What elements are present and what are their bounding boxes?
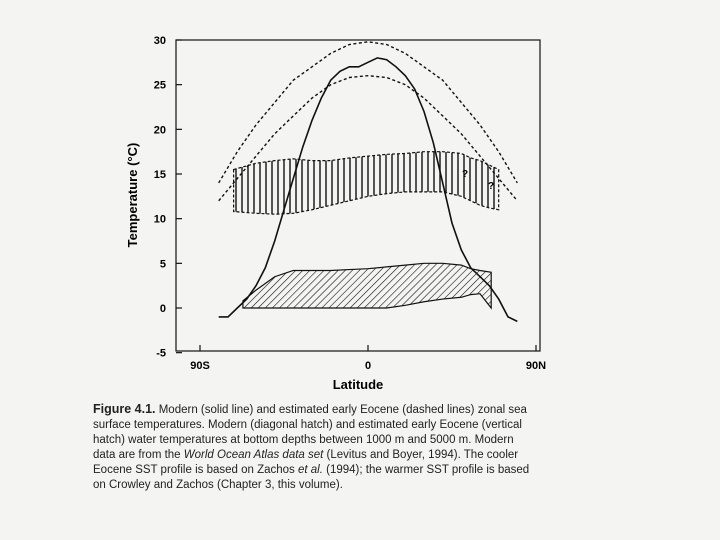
x-tick-label: 90S [190, 360, 210, 372]
y-tick-label: 15 [153, 169, 166, 181]
caption-italic: World Ocean Atlas data set [183, 449, 324, 461]
caption-body [93, 404, 529, 491]
modern-bottom-water-band [243, 263, 491, 308]
caption-text: data are from the [93, 449, 184, 461]
y-tick-label: 0 [159, 303, 166, 315]
y-tick-label: 25 [153, 79, 166, 92]
caption-text: (1994); the warmer SST profile is based [322, 464, 530, 476]
y-axis-label: Temperature (°C) [125, 142, 140, 248]
caption-text: Eocene SST profile is based on Zachos [93, 464, 298, 476]
y-tick-label: 5 [159, 258, 166, 271]
caption-text: surface temperatures. Modern (diagonal hatch) and estimated early Eocene (vertical [93, 419, 522, 431]
x-axis-label: Latitude [332, 377, 384, 392]
figure-caption [93, 402, 683, 493]
x-tick-label: 90N [525, 360, 547, 372]
y-tick-label: 10 [153, 213, 166, 226]
question-annotation: ? [487, 181, 495, 192]
caption-text: (Levitus and Boyer, 1994). The cooler [323, 449, 519, 461]
caption-text: hatch) water temperatures at bottom depths between 1000 m and 5000 m. Modern [93, 434, 514, 446]
band-layer [234, 152, 499, 308]
eocene-bottom-water-band [234, 152, 499, 215]
caption-italic: et al. [298, 464, 323, 476]
question-annotation: ? [461, 169, 469, 180]
caption-text: Modern (solid line) and estimated early Eocene (dashed lines) zonal sea [155, 404, 527, 416]
x-tick-label: 0 [364, 360, 372, 372]
y-tick-label: -5 [156, 347, 166, 360]
y-tick-label: 30 [153, 35, 166, 47]
y-tick-label: 20 [153, 124, 166, 137]
caption-text: on Crowley and Zachos (Chapter 3, this volume). [93, 479, 343, 491]
caption-title: Figure 4.1. [93, 402, 156, 416]
